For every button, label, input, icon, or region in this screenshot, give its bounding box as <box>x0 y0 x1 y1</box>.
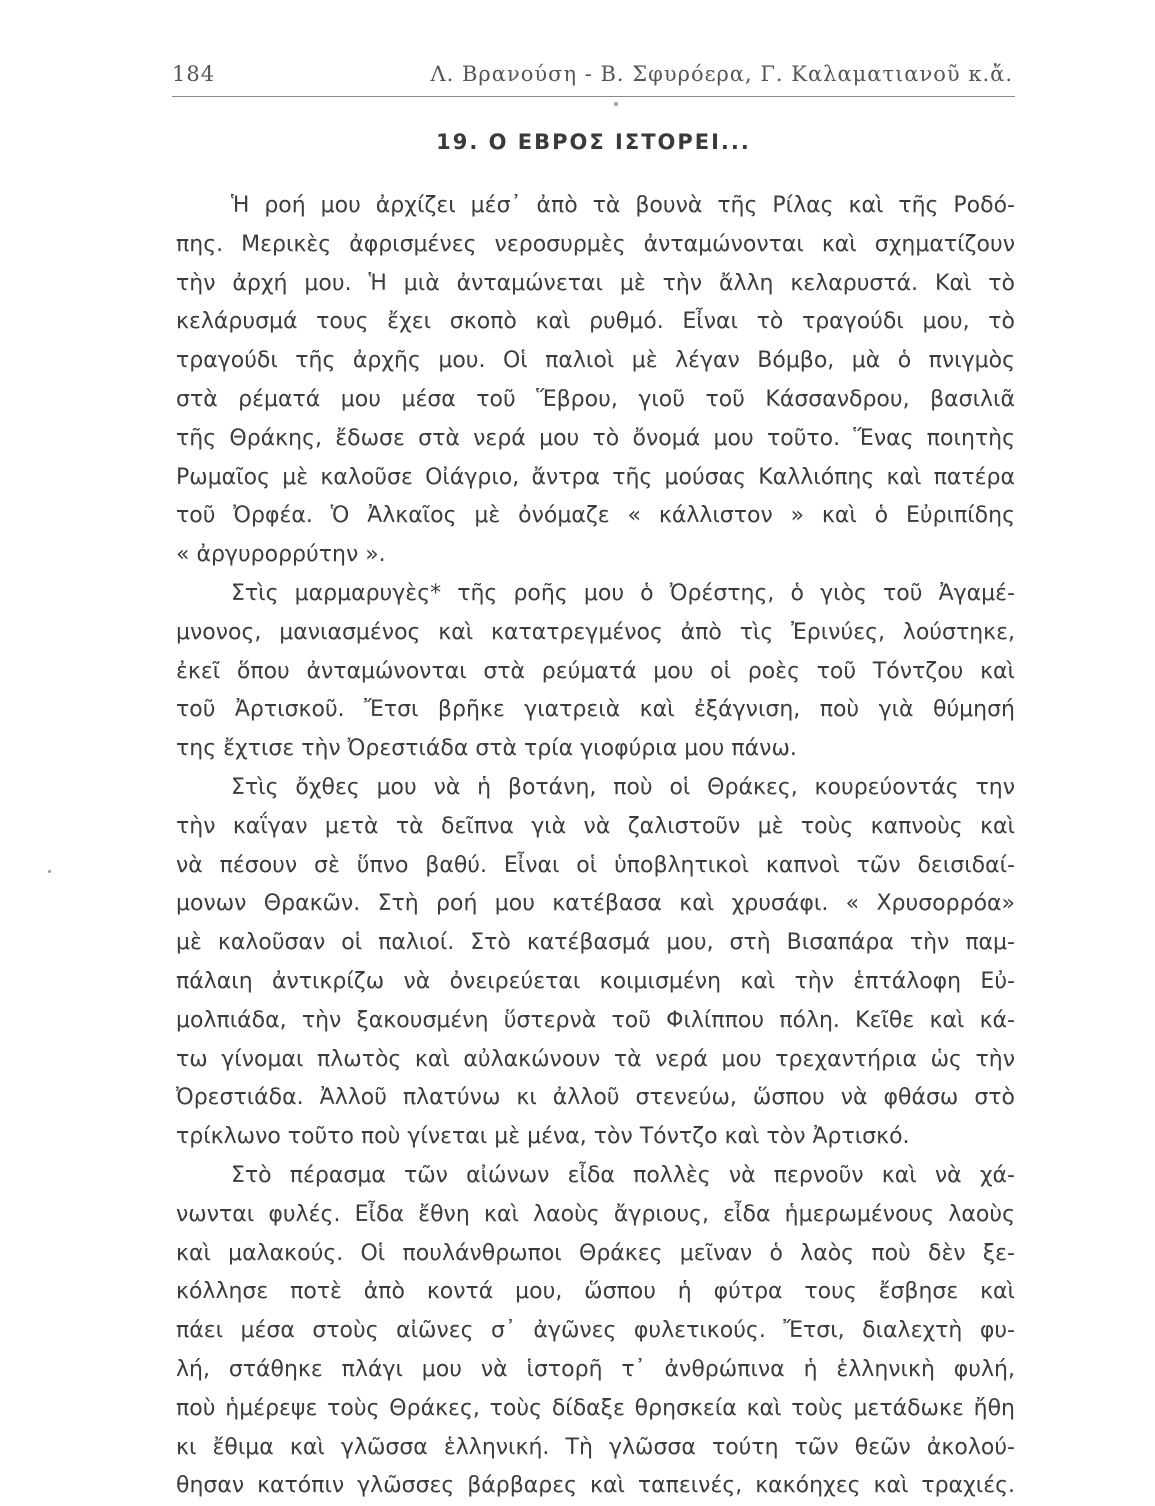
body-text <box>176 187 1015 1506</box>
chapter-title: 19. Ο ΕΒΡΟΣ ΙΣΤΟΡΕΙ... <box>436 130 751 154</box>
text-line: μονων Θρακῶν. Στὴ ροή μου κατέβασα καὶ χρυσάφι. « Χρυσορρόα» <box>176 891 1015 917</box>
text-line: τω γίνομαι πλωτὸς καὶ αὐλακώνουν τὰ νερά μου τρεχαντήρια ὡς τὴν <box>176 1046 1015 1072</box>
text-line: νὰ πέσουν σὲ ὕπνο βαθύ. Εἶναι οἱ ὑποβλητικοὶ καπνοὶ τῶν δεισιδαί- <box>176 852 1015 878</box>
text-line: λή, στάθηκε πλάγι μου νὰ ἱστορῆ τ᾿ ἀνθρώπινα ἡ ἑλληνικὴ φυλή, <box>176 1356 1015 1382</box>
text-line: ποὺ ἡμέρεψε τοὺς Θράκες, τοὺς δίδαξε θρησκεία καὶ τοὺς μετάδωκε ἤθη <box>176 1395 1015 1421</box>
text-line: Ἡ ροή μου ἀρχίζει μέσ᾿ ἀπὸ τὰ βουνὰ τῆς Ρίλας καὶ τῆς Ροδό- <box>231 193 1015 218</box>
text-line: καὶ μαλακούς. Οἱ πουλάνθρωποι Θράκες μεῖναν ὁ λαὸς ποὺ δὲν ξε- <box>176 1240 1015 1266</box>
text-line: ἐκεῖ ὅπου ἀνταμώνονται στὰ ρεύματά μου οἱ ροὲς τοῦ Τόντζου καὶ <box>176 658 1015 684</box>
text-line: τοῦ Ὀρφέα. Ὁ Ἀλκαῖος μὲ ὀνόμαζε « κάλλιστον » καὶ ὁ Εὐριπίδης <box>176 503 1015 529</box>
text-line: κι ἔθιμα καὶ γλῶσσα ἑλληνική. Τὴ γλῶσσα τούτη τῶν θεῶν ἀκολού- <box>176 1434 1015 1460</box>
text-line: πάλαιη ἀντικρίζω νὰ ὀνειρεύεται κοιμισμένη καὶ τὴν ἑπτάλοφη Εὐ- <box>176 968 1015 994</box>
paragraph-2 <box>176 575 1015 769</box>
text-line: Ὀρεστιάδα. Ἀλλοῦ πλατύνω κι ἀλλοῦ στενεύω, ὥσπου νὰ φθάσω στὸ <box>176 1085 1015 1111</box>
text-line: Στὶς μαρμαρυγὲς* τῆς ροῆς μου ὁ Ὀρέστης, ὁ γιὸς τοῦ Ἀγαμέ- <box>231 580 1015 606</box>
text-line: της ἔχτισε τὴν Ὀρεστιάδα στὰ τρία γιοφύρια μου πάνω. <box>176 736 797 762</box>
text-line: κελάρυσμά τους ἔχει σκοπὸ καὶ ρυθμό. Εἶναι τὸ τραγούδι μου, τὸ <box>176 309 1015 335</box>
text-line: στὰ ρέματά μου μέσα τοῦ Ἕβρου, γιοῦ τοῦ Κάσσανδρου, βασιλιᾶ <box>176 386 1015 412</box>
speck-mark <box>48 870 51 873</box>
text-line: τὴν ἀρχή μου. Ἡ μιὰ ἀνταμώνεται μὲ τὴν ἄλλη κελαρυστά. Καὶ τὸ <box>176 270 1015 296</box>
text-line: Στὸ πέρασμα τῶν αἰώνων εἶδα πολλὲς νὰ περνοῦν καὶ νὰ χά- <box>231 1162 1015 1188</box>
text-line: τὴν καΐγαν μετὰ τὰ δεῖπνα γιὰ νὰ ζαλιστοῦν μὲ τοὺς καπνοὺς καὶ <box>176 813 1015 839</box>
ornament-dot <box>614 102 618 106</box>
text-line: θησαν κατόπιν γλῶσσες βάρβαρες καὶ ταπεινές, κακόηχες καὶ τραχιές. <box>176 1473 1015 1499</box>
running-title: Λ. Βρανούση - Β. Σφυρόερα, Γ. Καλαματιανοῦ κ.ἄ. <box>430 62 1013 86</box>
paragraph-4 <box>176 1157 1015 1506</box>
text-line: πης. Μερικὲς ἀφρισμένες νεροσυρμὲς ἀνταμώνονται καὶ σχηματίζουν <box>176 231 1015 257</box>
text-line: μνονος, μανιασμένος καὶ κατατρεγμένος ἀπὸ τὶς Ἐρινύες, λούστηκε, <box>176 619 1015 645</box>
text-line: τῆς Θράκης, ἔδωσε στὰ νερά μου τὸ ὄνομά μου τοῦτο. Ἕνας ποιητὴς <box>176 425 1015 451</box>
text-line: « ἀργυρορρύτην ». <box>176 542 386 568</box>
page-number: 184 <box>172 62 216 86</box>
text-line: κόλλησε ποτὲ ἀπὸ κοντά μου, ὥσπου ἡ φύτρα τους ἔσβησε καὶ <box>176 1279 1015 1305</box>
text-line: τρίκλωνο τοῦτο ποὺ γίνεται μὲ μένα, τὸν Τόντζο καὶ τὸν Ἀρτισκό. <box>176 1124 910 1150</box>
paragraph-3 <box>176 769 1015 1157</box>
text-line: νωνται φυλές. Εἶδα ἔθνη καὶ λαοὺς ἄγριους, εἶδα ἡμερωμένους λαοὺς <box>176 1201 1015 1227</box>
text-line: μολπιάδα, τὴν ξακουσμένη ὕστερνὰ τοῦ Φιλίππου πόλη. Κεῖθε καὶ κά- <box>176 1007 1015 1033</box>
text-line: τοῦ Ἀρτισκοῦ. Ἔτσι βρῆκε γιατρειὰ καὶ ἐξάγνιση, ποὺ γιὰ θύμησή <box>176 697 1015 723</box>
text-line: τραγούδι τῆς ἀρχῆς μου. Οἱ παλιοὶ μὲ λέγαν Βόμβο, μὰ ὁ πνιγμὸς <box>176 348 1015 374</box>
text-line: Ρωμαῖος μὲ καλοῦσε Οἰάγριο, ἄντρα τῆς μούσας Καλλιόπης καὶ πατέρα <box>176 464 1015 490</box>
text-line: Στὶς ὄχθες μου νὰ ἡ βοτάνη, ποὺ οἱ Θράκες, κουρεύοντάς την <box>231 774 1015 800</box>
paragraph-1 <box>176 187 1015 575</box>
running-header <box>172 62 1015 97</box>
text-line: πάει μέσα στοὺς αἰῶνες σ᾿ ἀγῶνες φυλετικούς. Ἔτσι, διαλεχτὴ φυ- <box>176 1318 1015 1344</box>
text-line: μὲ καλοῦσαν οἱ παλιοί. Στὸ κατέβασμά μου, στὴ Βισαπάρα τὴν παμ- <box>176 930 1015 956</box>
